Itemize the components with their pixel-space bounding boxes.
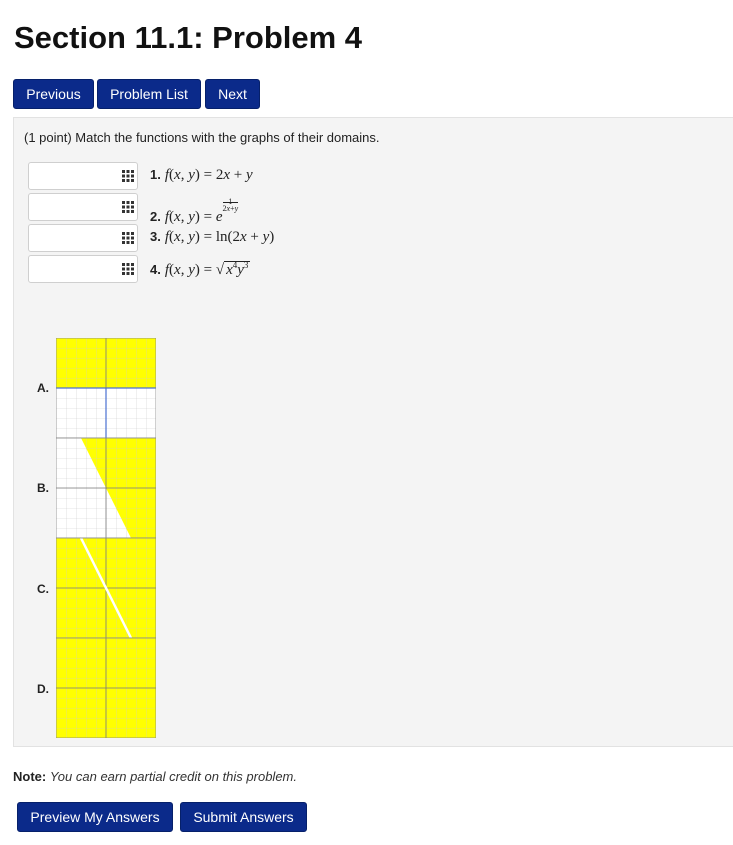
next-button[interactable]: Next: [205, 79, 260, 109]
note: [13, 769, 297, 784]
graph-label-b: B.: [37, 481, 49, 495]
note-text: You can earn partial credit on this problem.: [49, 769, 297, 784]
answer-row-1: [28, 162, 548, 192]
previous-button[interactable]: Previous: [13, 79, 94, 109]
note-label: Note:: [13, 769, 47, 784]
graph-c[interactable]: [56, 538, 156, 638]
grid-icon[interactable]: [122, 263, 134, 275]
function-1-label: 1. f(x, y) = 2x + y: [150, 167, 253, 183]
domain-graphs: [56, 338, 156, 738]
grid-icon[interactable]: [122, 232, 134, 244]
problem-prompt: (1 point) Match the functions with the graphs of their domains.: [24, 130, 380, 145]
answer-row-3: [28, 224, 548, 254]
graph-d[interactable]: [56, 638, 156, 738]
answer-row-2: [28, 193, 548, 223]
problem-box: [13, 117, 733, 747]
answer-row-4: [28, 255, 548, 285]
graph-a[interactable]: [56, 338, 156, 438]
graph-label-c: C.: [37, 582, 49, 596]
preview-answers-button[interactable]: Preview My Answers: [17, 802, 173, 832]
page-title: Section 11.1: Problem 4: [14, 20, 363, 55]
grid-icon[interactable]: [122, 201, 134, 213]
grid-icon[interactable]: [122, 170, 134, 182]
graph-b[interactable]: [56, 438, 156, 538]
function-3-label: 3. f(x, y) = ln(2x + y): [150, 229, 275, 245]
graph-label-d: D.: [37, 682, 49, 696]
problem-list-button[interactable]: Problem List: [97, 79, 201, 109]
submit-answers-button[interactable]: Submit Answers: [180, 802, 307, 832]
function-2-label: 2. f(x, y) = e1 2x+y: [150, 197, 239, 225]
function-4-label: 4. f(x, y) = √ $x^4y^3$: [150, 260, 249, 278]
graph-label-a: A.: [37, 381, 49, 395]
